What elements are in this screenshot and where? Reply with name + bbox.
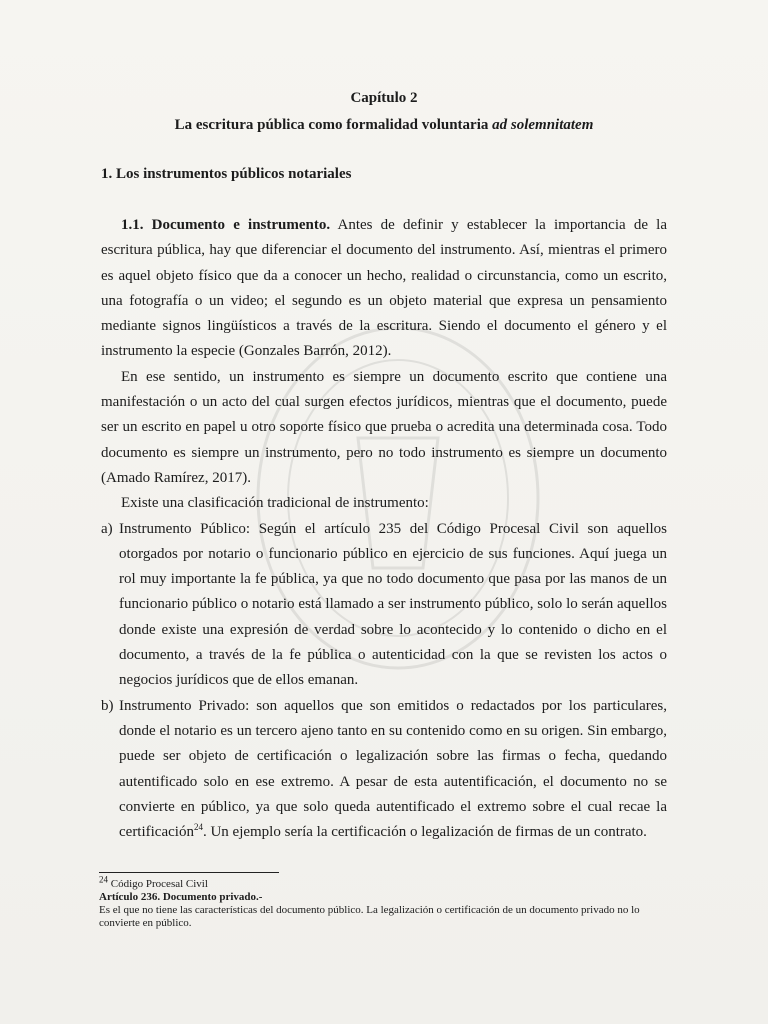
footnote-source-line (99, 874, 671, 891)
list-item-text: Instrumento Público: Según el artículo 235 del Código Procesal Civil son aquellos otorgados por notario o funcionario público en ejercicio de sus funciones. Aquí juega un rol muy importante la fe pública, ya que no todo documento que pasa por las manos de un funcionario público o notario está llamado a ser instrumento público, solo lo serán aquellos donde existe una expresión de verdad sobre lo acontecido y lo contenido o dicho en el documento, a través de la fe pública o autenticidad con la que se revisten los actos o negocios jurídicos que de ellos emanan. (119, 520, 667, 689)
footnote-divider (99, 872, 279, 873)
chapter-title (0, 117, 768, 134)
paragraph-instrument-definition: En ese sentido, un instrumento es siempre un documento escrito que contiene una manifestación o un acto del cual surgen efectos jurídicos, mientras que el documento, puede ser un escrito en papel u otro soporte físico que prueba o acredita una determinada cosa. Todo documento es siempre un instrumento, pero no todo instrumento es siempre un documento (Amado Ramírez, 2017). (101, 368, 667, 486)
chapter-title-italic: ad solemnitatem (492, 117, 594, 133)
chapter-title-text: La escritura pública como formalidad voluntaria (174, 117, 493, 133)
footnote-source: Código Procesal Civil (108, 878, 208, 890)
chapter-label: Capítulo 2 (350, 90, 418, 106)
footnote-reference: 24 (193, 822, 203, 833)
list-item-public-instrument (101, 517, 667, 694)
list-item-text: Instrumento Privado: son aquellos que son emitidos o redactados por los particulares, donde el notario es un tercero ajeno tanto en su contenido como en su origen. Sin embargo, puede ser objeto de certificación o legalización sobre las firmas o fecha, quedando autentificado solo en ese extremo. A pesar de esta autentificación, el documento no se convierte en público, ya que solo queda autentificado el extremo sobre el cual recae la certificación (119, 697, 667, 841)
paragraph-document-instrument (101, 213, 667, 365)
footnote-number: 24 (99, 874, 108, 885)
paragraph-classification-intro: Existe una clasificación tradicional de instrumento: (121, 495, 429, 512)
body-text (101, 213, 667, 845)
subsection-heading: 1.1. Documento e instrumento. (121, 217, 331, 233)
footnotes (99, 874, 671, 930)
footnote-article: Artículo 236. Documento privado.- (99, 891, 263, 903)
section-heading: 1. Los instrumentos públicos notariales (101, 166, 352, 182)
list-item-private-instrument (101, 694, 667, 846)
list-marker: a) (101, 520, 113, 537)
footnote-text: Es el que no tiene las características del documento público. La legalización o certificación de un documento privado no lo convierte en público. (99, 904, 640, 929)
list-marker: b) (101, 697, 114, 714)
paragraph-text: Antes de definir y establecer la importancia de la escritura pública, hay que diferenciar el documento del instrumento. Así, mientras el primero es aquel objeto físico que da a conocer un hecho, realidad o circunstancia, como un escrito, una fotografía o un video; el segundo es un objeto material que expresa un pensamiento mediante signos lingüísticos a través de la escritura. Siendo el documento el género y el instrumento la especie (Gonzales Barrón, 2012). (101, 217, 667, 360)
list-item-text-end: . Un ejemplo sería la certificación o legalización de firmas de un contrato. (202, 824, 647, 841)
